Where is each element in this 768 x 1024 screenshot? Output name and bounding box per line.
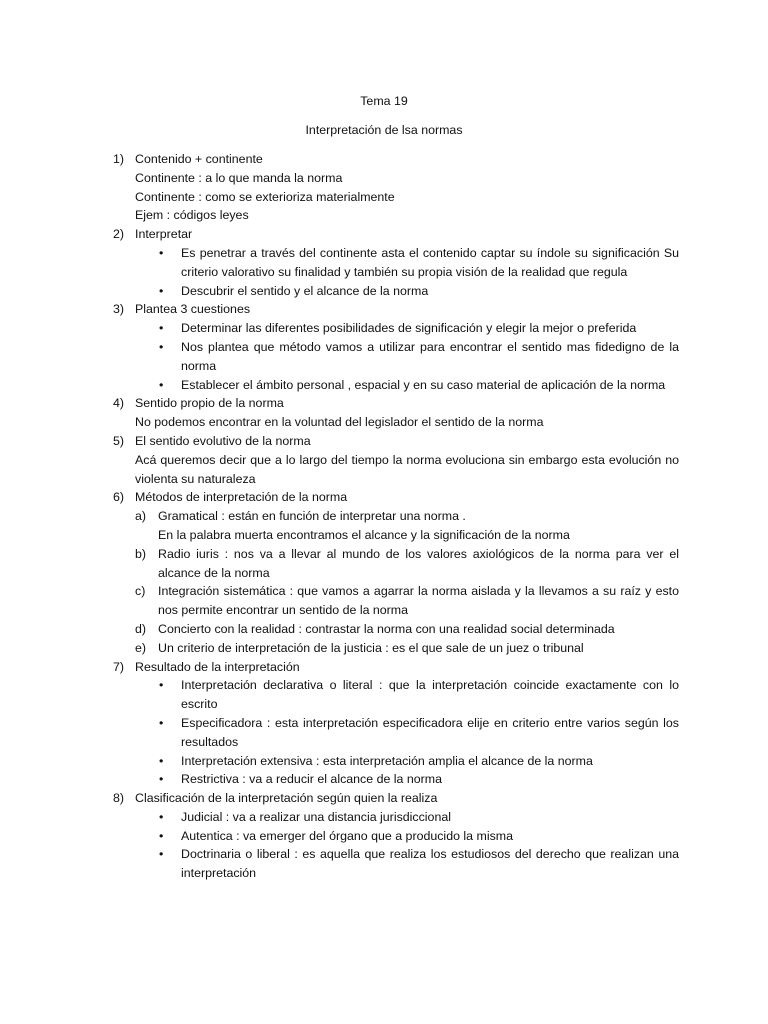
section-line: Ejem : códigos leyes — [135, 208, 249, 223]
section-line: Continente : como se exterioriza materialmente — [135, 189, 395, 204]
bullet-icon: • — [159, 377, 164, 392]
bullet-icon: • — [159, 847, 164, 862]
section-number: 1) — [113, 152, 125, 166]
bullet-item — [113, 752, 679, 771]
bullet-icon: • — [159, 753, 164, 768]
section-number: 4) — [113, 396, 125, 411]
bullet-icon: • — [159, 772, 164, 787]
bullet-text: Autentica : va emerger del órgano que a producido la misma — [181, 828, 513, 843]
bullet-icon: • — [159, 283, 164, 298]
bullet-item — [113, 845, 679, 883]
section-heading-text: Resultado de la interpretación — [135, 659, 300, 674]
section-number: 3) — [113, 302, 125, 317]
section-heading-text: Interpretar — [135, 227, 193, 242]
bullet-icon: • — [159, 321, 164, 336]
bullet-icon: • — [159, 245, 164, 260]
bullet-text: Especificadora : esta interpretación especificadora elije en criterio entre varios según los resultados — [181, 715, 679, 749]
section-line: Acá queremos decir que a lo largo del tiempo la norma evoluciona sin embargo esta evolución no violenta su naturaleza — [135, 452, 679, 486]
section-number: 6) — [113, 490, 125, 505]
bullet-text: Restrictiva : va a reducir el alcance de la norma — [181, 772, 443, 787]
section-heading-text: Sentido propio de la norma — [135, 396, 284, 411]
section-heading — [113, 300, 679, 319]
section-number: 5) — [113, 433, 125, 448]
bullet-item — [113, 338, 679, 376]
lettered-item — [113, 582, 679, 620]
lettered-item — [113, 639, 679, 658]
bullet-icon: • — [159, 715, 164, 730]
section-heading — [113, 488, 679, 507]
bullet-icon: • — [159, 828, 164, 843]
section-heading — [113, 150, 679, 169]
bullet-item — [113, 808, 679, 827]
lettered-item — [113, 507, 679, 526]
section-heading — [113, 225, 679, 244]
bullet-icon: • — [159, 678, 164, 693]
lettered-item — [113, 620, 679, 639]
item-letter: b) — [135, 546, 147, 561]
section-heading-text: Contenido + continente — [135, 152, 263, 166]
item-letter: d) — [135, 621, 147, 636]
bullet-item — [113, 376, 679, 395]
lettered-item-text: Integración sistemática : que vamos a agarrar la norma aislada y la llevamos a su raíz y esto nos permite encontrar un sentido de la norma — [158, 584, 679, 618]
section-heading-text: Plantea 3 cuestiones — [135, 302, 251, 317]
bullet-text: Establecer el ámbito personal , espacial y en su caso material de aplicación de la norma — [181, 377, 666, 392]
document-title: Tema 19 — [360, 94, 408, 108]
bullet-text: Descubrir el sentido y el alcance de la norma — [181, 283, 429, 298]
lettered-item-text: Un criterio de interpretación de la justicia : es el que sale de un juez o tribunal — [158, 640, 584, 655]
bullet-text: Judicial : va a realizar una distancia jurisdiccional — [181, 809, 451, 824]
section-heading-text: Clasificación de la interpretación según quien la realiza — [135, 791, 438, 806]
section-heading-text: Métodos de interpretación de la norma — [135, 490, 348, 505]
lettered-item-text: Radio iuris : nos va a llevar al mundo de los valores axiológicos de la norma para ver el alcance de la norma — [158, 546, 679, 580]
bullet-item — [113, 770, 679, 789]
section-heading — [113, 432, 679, 451]
item-letter: a) — [135, 509, 147, 524]
bullet-text: Es penetrar a través del continente asta el contenido captar su índole su significación Su criterio valorativo su finalidad y también su propia visión de la realidad que regula — [181, 245, 679, 279]
bullet-item — [113, 676, 679, 714]
document-body — [113, 150, 679, 883]
section-number: 7) — [113, 659, 125, 674]
bullet-item — [113, 244, 679, 282]
bullet-text: Nos plantea que método vamos a utilizar para encontrar el sentido mas fidedigno de la norma — [181, 339, 679, 373]
section-line: No podemos encontrar en la voluntad del legislador el sentido de la norma — [135, 415, 544, 430]
section-heading — [113, 658, 679, 677]
bullet-text: Doctrinaria o liberal : es aquella que realiza los estudiosos del derecho que realizan una interpretación — [181, 847, 679, 881]
item-letter: e) — [135, 640, 147, 655]
bullet-icon: • — [159, 339, 164, 354]
section-heading-text: El sentido evolutivo de la norma — [135, 433, 311, 448]
section-line: Continente : a lo que manda la norma — [135, 170, 343, 185]
item-letter: c) — [135, 584, 146, 599]
section-heading — [113, 394, 679, 413]
bullet-text: Determinar las diferentes posibilidades de significación y elegir la mejor o preferida — [181, 321, 637, 336]
lettered-item-line: En la palabra muerta encontramos el alcance y la significación de la norma — [158, 527, 570, 542]
bullet-item — [113, 714, 679, 752]
lettered-item — [113, 545, 679, 583]
lettered-item-text: Gramatical : están en función de interpretar una norma . — [158, 509, 466, 524]
section-heading — [113, 789, 679, 808]
bullet-icon: • — [159, 809, 164, 824]
section-number: 2) — [113, 227, 125, 242]
bullet-text: Interpretación extensiva : esta interpretación amplia el alcance de la norma — [181, 753, 593, 768]
lettered-item-text: Concierto con la realidad : contrastar la norma con una realidad social determinada — [158, 621, 615, 636]
bullet-item — [113, 319, 679, 338]
bullet-item — [113, 827, 679, 846]
document-subtitle: Interpretación de lsa normas — [305, 123, 463, 137]
bullet-item — [113, 282, 679, 301]
section-number: 8) — [113, 791, 125, 806]
bullet-text: Interpretación declarativa o literal : que la interpretación coincide exactamente con lo escrito — [181, 678, 679, 712]
